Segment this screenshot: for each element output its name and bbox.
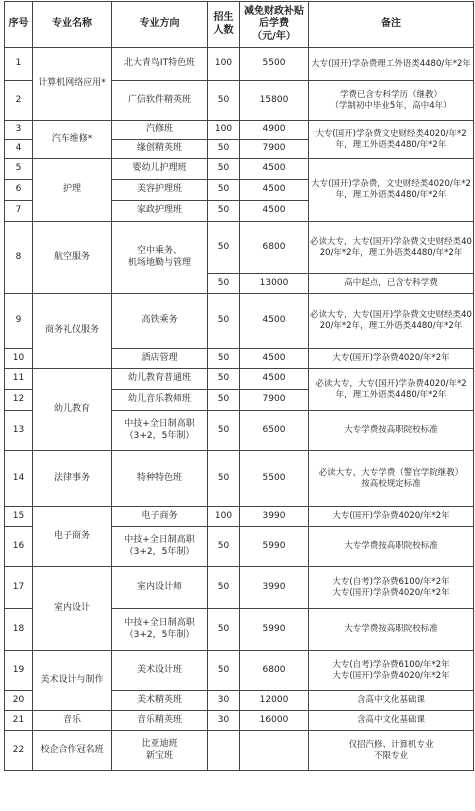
cell-fee: 6800: [240, 222, 309, 274]
table-row: [5, 294, 474, 349]
cell-seq: 14: [5, 451, 33, 507]
table-row: [5, 48, 474, 81]
cell-direction: 室内设计师: [112, 567, 208, 609]
cell-direction: 广信软件精英班: [112, 81, 208, 121]
cell-fee: 16000: [240, 711, 309, 731]
cell-fee: 4500: [240, 159, 309, 180]
cell-direction: 北大青鸟IT特色班: [112, 48, 208, 81]
table-row: [5, 121, 474, 140]
header-direction: 专业方向: [112, 2, 208, 48]
cell-enroll: 50: [208, 222, 240, 274]
cell-fee: 4900: [240, 121, 309, 140]
cell-direction: 中技+全日制高职 （3+2，5年制）: [112, 609, 208, 651]
cell-seq: 11: [5, 369, 33, 390]
header-remark: 备注: [309, 2, 474, 48]
cell-remark: 大专学费按高职院校标准: [309, 527, 474, 567]
cell-fee: [240, 731, 309, 771]
cell-direction: 中技+全日制高职 （3+2，5年制）: [112, 411, 208, 451]
table-row: [5, 222, 474, 274]
cell-remark: 高中起点，已含专科学费: [309, 274, 474, 294]
header-row: [5, 2, 474, 48]
cell-fee: 4500: [240, 201, 309, 222]
table-row: [5, 567, 474, 609]
cell-enroll: 50: [208, 451, 240, 507]
cell-remark: 学费已含专科学历（继教） （学制初中毕业5年，高中4年）: [309, 81, 474, 121]
cell-seq: 8: [5, 222, 33, 294]
cell-direction: 家政护理班: [112, 201, 208, 222]
cell-direction: 酒店管理: [112, 349, 208, 369]
cell-remark: 大专学费按高职院校标准: [309, 609, 474, 651]
cell-seq: 2: [5, 81, 33, 121]
cell-remark: 大专(国开)学杂费文史财经类4020/年*2年，理工外语类4480/年*2年: [309, 121, 474, 159]
cell-enroll: [208, 731, 240, 771]
cell-remark: 大专(国开)学杂费4020/年*2年: [309, 507, 474, 527]
cell-direction: 幼儿音乐教师班: [112, 390, 208, 411]
table-row: [5, 451, 474, 507]
header-seq: 序号: [5, 2, 33, 48]
cell-enroll: 50: [208, 159, 240, 180]
cell-direction: 中技+全日制高职 （3+2，5年制）: [112, 527, 208, 567]
cell-direction: 空中乘务、 机场地勤与管理: [112, 222, 208, 294]
cell-enroll: 50: [208, 201, 240, 222]
cell-seq: 12: [5, 390, 33, 411]
fee-table: [4, 1, 474, 771]
cell-remark: 仅招汽修、计算机专业 不限专业: [309, 731, 474, 771]
cell-major: 室内设计: [33, 567, 112, 651]
cell-remark: 大专(自考)学杂费6100/年*2年 大专(国开)学杂费4020/年*2年: [309, 567, 474, 609]
cell-seq: 7: [5, 201, 33, 222]
cell-remark: 必读大专，大专学费（警官学院继教） 按高校规定标准: [309, 451, 474, 507]
cell-seq: 20: [5, 691, 33, 711]
cell-remark: 大专(国开)学杂费理工外语类4480/年*2年: [309, 48, 474, 81]
cell-seq: 5: [5, 159, 33, 180]
cell-remark: 大专(国开)学杂费，文史财经类4020/年*2年，理工外语类4480/年*2年: [309, 159, 474, 222]
cell-major: 幼儿教育: [33, 369, 112, 451]
cell-seq: 1: [5, 48, 33, 81]
cell-seq: 16: [5, 527, 33, 567]
cell-direction: 美术设计班: [112, 651, 208, 691]
cell-enroll: 50: [208, 294, 240, 349]
cell-fee: 6800: [240, 651, 309, 691]
cell-remark: 必读大专，大专(国开)学杂费4020/年*2年，理工外语类4480/年*2年: [309, 369, 474, 411]
cell-major: 法律事务: [33, 451, 112, 507]
cell-direction: 缘创精英班: [112, 140, 208, 159]
cell-remark: 大专(国开)学杂费4020/年*2年: [309, 349, 474, 369]
cell-fee: 4500: [240, 349, 309, 369]
cell-enroll: 50: [208, 567, 240, 609]
cell-enroll: 50: [208, 274, 240, 294]
cell-seq: 15: [5, 507, 33, 527]
cell-remark: 必读大专，大专(国开)学杂费文史财经类4020/年*2年，理工外语类4480/年*2年: [309, 222, 474, 274]
cell-fee: 12000: [240, 691, 309, 711]
cell-direction: 比亚迪班 新宝班: [112, 731, 208, 771]
cell-direction: 高铁乘务: [112, 294, 208, 349]
cell-seq: 13: [5, 411, 33, 451]
cell-major: 商务礼仪服务: [33, 294, 112, 369]
cell-seq: 10: [5, 349, 33, 369]
cell-enroll: 50: [208, 527, 240, 567]
cell-major: 校企合作冠名班: [33, 731, 112, 771]
cell-major: 音乐: [33, 711, 112, 731]
cell-enroll: 100: [208, 121, 240, 140]
cell-fee: 4500: [240, 369, 309, 390]
cell-enroll: 50: [208, 390, 240, 411]
cell-direction: 音乐精英班: [112, 711, 208, 731]
table-row: [5, 651, 474, 691]
table-row: [5, 711, 474, 731]
table-row: [5, 731, 474, 771]
cell-major: 美术设计与制作: [33, 651, 112, 711]
cell-major: 航空服务: [33, 222, 112, 294]
cell-fee: 5990: [240, 527, 309, 567]
cell-direction: 美容护理班: [112, 180, 208, 201]
cell-enroll: 50: [208, 81, 240, 121]
cell-fee: 3990: [240, 507, 309, 527]
cell-fee: 7900: [240, 390, 309, 411]
cell-seq: 4: [5, 140, 33, 159]
cell-fee: 5500: [240, 48, 309, 81]
cell-direction: 幼儿教育普通班: [112, 369, 208, 390]
cell-seq: 3: [5, 121, 33, 140]
cell-fee: 13000: [240, 274, 309, 294]
cell-remark: 大专学费按高职院校标准: [309, 411, 474, 451]
cell-seq: 18: [5, 609, 33, 651]
cell-fee: 5990: [240, 609, 309, 651]
cell-remark: 含高中文化基础课: [309, 711, 474, 731]
cell-direction: 电子商务: [112, 507, 208, 527]
cell-fee: 7900: [240, 140, 309, 159]
cell-direction: 特种特色班: [112, 451, 208, 507]
cell-seq: 9: [5, 294, 33, 349]
cell-fee: 4500: [240, 294, 309, 349]
cell-enroll: 30: [208, 691, 240, 711]
cell-major: 汽车维修*: [33, 121, 112, 159]
cell-enroll: 50: [208, 411, 240, 451]
cell-fee: 3990: [240, 567, 309, 609]
cell-enroll: 100: [208, 48, 240, 81]
table-row: [5, 159, 474, 180]
table-row: [5, 507, 474, 527]
cell-enroll: 50: [208, 651, 240, 691]
cell-enroll: 50: [208, 349, 240, 369]
cell-fee: 15800: [240, 81, 309, 121]
table-row: [5, 369, 474, 390]
cell-direction: 汽修班: [112, 121, 208, 140]
cell-seq: 22: [5, 731, 33, 771]
cell-seq: 17: [5, 567, 33, 609]
cell-remark: 必读大专，大专(国开)学杂费文史财经类4020/年*2年，理工外语类4480/年*2年: [309, 294, 474, 349]
header-fee: 减免财政补贴 后学费 （元/年）: [240, 2, 309, 48]
cell-fee: 5500: [240, 451, 309, 507]
cell-enroll: 50: [208, 369, 240, 390]
cell-seq: 6: [5, 180, 33, 201]
cell-direction: 婴幼儿护理班: [112, 159, 208, 180]
cell-enroll: 50: [208, 609, 240, 651]
header-major: 专业名称: [33, 2, 112, 48]
cell-enroll: 50: [208, 140, 240, 159]
cell-major: 电子商务: [33, 507, 112, 567]
cell-direction: 美术精英班: [112, 691, 208, 711]
cell-enroll: 100: [208, 507, 240, 527]
cell-enroll: 30: [208, 711, 240, 731]
cell-major: 计算机网络应用*: [33, 48, 112, 121]
cell-fee: 4500: [240, 180, 309, 201]
cell-remark: 大专(自考)学杂费6100/年*2年 大专(国开)学杂费4020/年*2年: [309, 651, 474, 691]
cell-seq: 21: [5, 711, 33, 731]
cell-major: 护理: [33, 159, 112, 222]
cell-remark: 含高中文化基础课: [309, 691, 474, 711]
cell-enroll: 50: [208, 180, 240, 201]
cell-fee: 6500: [240, 411, 309, 451]
cell-seq: 19: [5, 651, 33, 691]
header-enroll: 招生 人数: [208, 2, 240, 48]
